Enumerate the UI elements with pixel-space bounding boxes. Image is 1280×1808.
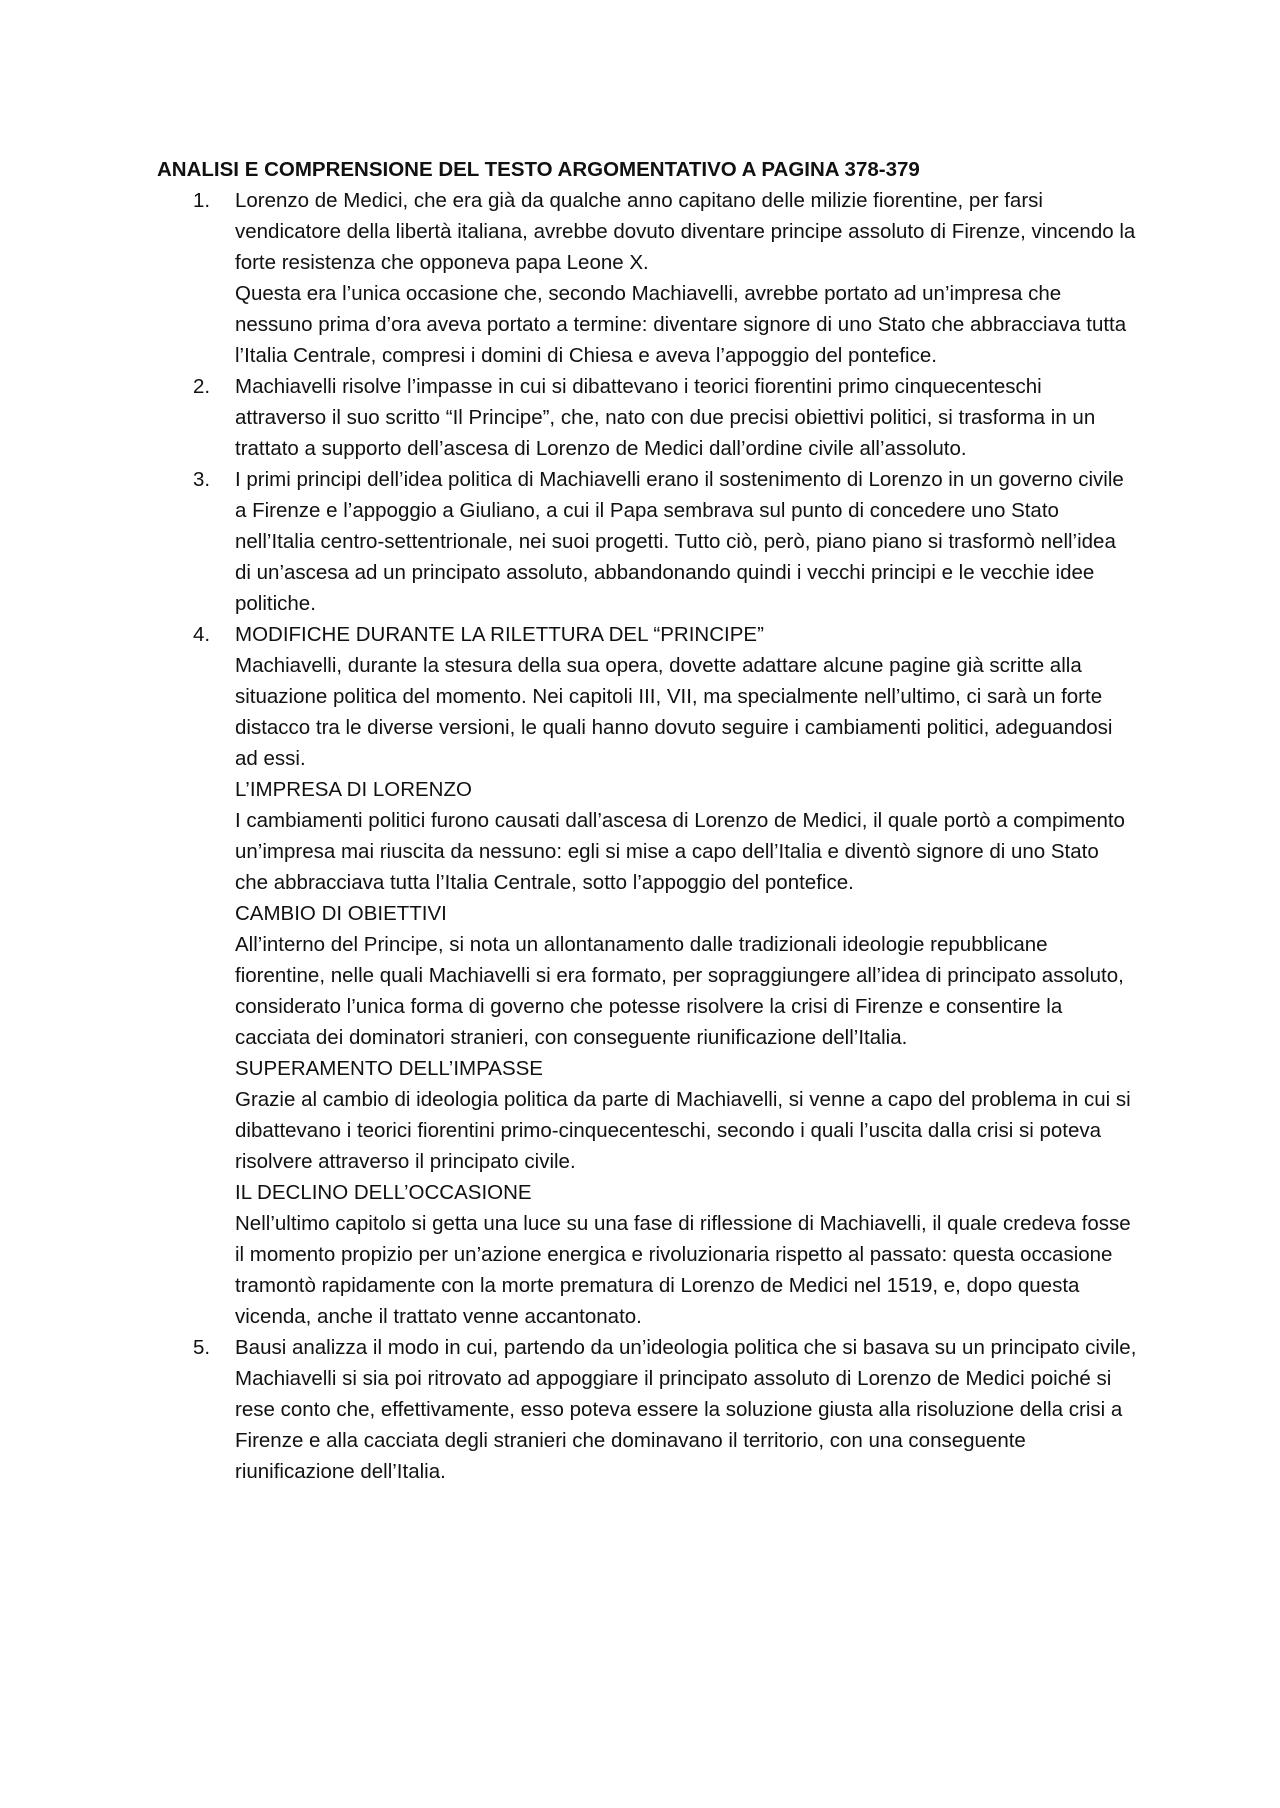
list-item-5 <box>157 1332 1137 1487</box>
section-text: Nell’ultimo capitolo si getta una luce su una fase di riflessione di Machiavelli, il quale credeva fosse il momento propizio per un’azione energica e rivoluzionaria rispetto al passato: questa occasione tramontò rapidamente con la morte prematura di Lorenzo de Medici nel 1519, e, dopo questa vicenda, anche il trattato venne accantonato. <box>235 1212 1131 1328</box>
document-title: ANALISI E COMPRENSIONE DEL TESTO ARGOMENTATIVO A PAGINA 378-379 <box>157 158 920 181</box>
item-number: 5. <box>193 1336 211 1359</box>
item-paragraph: Bausi analizza il modo in cui, partendo da un’ideologia politica che si basava su un principato civile, Machiavelli si sia poi ritrovato ad appoggiare il principato assoluto di Lorenzo de Medici poiché si rese conto che, effettivamente, esso poteva essere la soluzione giusta alla risoluzione della crisi a Firenze e alla cacciata degli stranieri che dominavano il territorio, con una conseguente riunificazione dell’Italia. <box>235 1336 1137 1483</box>
list-item-1 <box>157 185 1137 371</box>
section-heading: CAMBIO DI OBIETTIVI <box>235 902 447 925</box>
item-number: 4. <box>193 623 211 646</box>
item-number: 2. <box>193 375 211 398</box>
item-paragraph: Machiavelli risolve l’impasse in cui si dibattevano i teorici fiorentini primo cinquecenteschi attraverso il suo scritto “Il Principe”, che, nato con due precisi obiettivi politici, si trasforma in un trattato a supporto dell’ascesa di Lorenzo de Medici dall’ordine civile all’assoluto. <box>235 375 1096 460</box>
section-heading: IL DECLINO DELL’OCCASIONE <box>235 1181 532 1204</box>
section-heading: SUPERAMENTO DELL’IMPASSE <box>235 1057 543 1080</box>
section-text: Grazie al cambio di ideologia politica da parte di Machiavelli, si venne a capo del problema in cui si dibattevano i teorici fiorentini primo-cinquecenteschi, secondo i quali l’uscita dalla crisi si poteva risolvere attraverso il principato civile. <box>235 1088 1131 1173</box>
section-text: All’interno del Principe, si nota un allontanamento dalle tradizionali ideologie repubblicane fiorentine, nelle quali Machiavelli si era formato, per sopraggiungere all’idea di principato assoluto, considerato l’unica forma di governo che potesse risolvere la crisi di Firenze e consentire la cacciata dei dominatori stranieri, con conseguente riunificazione dell’Italia. <box>235 933 1124 1049</box>
section-text: I cambiamenti politici furono causati dall’ascesa di Lorenzo de Medici, il quale portò a compimento un’impresa mai riuscita da nessuno: egli si mise a capo dell’Italia e diventò signore di uno Stato che abbracciava tutta l’Italia Centrale, sotto l’appoggio del pontefice. <box>235 809 1125 894</box>
item-paragraph: I primi principi dell’idea politica di Machiavelli erano il sostenimento di Lorenzo in un governo civile a Firenze e l’appoggio a Giuliano, a cui il Papa sembrava sul punto di concedere uno Stato nell’Italia centro-settentrionale, nei suoi progetti. Tutto ciò, però, piano piano si trasformò nell’idea di un’ascesa ad un principato assoluto, abbandonando quindi i vecchi principi e le vecchie idee politiche. <box>235 468 1124 615</box>
section-heading: L’IMPRESA DI LORENZO <box>235 778 472 801</box>
item-paragraph: Questa era l’unica occasione che, secondo Machiavelli, avrebbe portato ad un’impresa che nessuno prima d’ora aveva portato a termine: diventare signore di uno Stato che abbracciava tutta l’Italia Centrale, compresi i domini di Chiesa e aveva l’appoggio del pontefice. <box>235 282 1127 367</box>
item-paragraph: Lorenzo de Medici, che era già da qualche anno capitano delle milizie fiorentine, per farsi vendicatore della libertà italiana, avrebbe dovuto diventare principe assoluto di Firenze, vincendo la forte resistenza che opponeva papa Leone X. <box>235 189 1136 274</box>
item-number: 1. <box>193 189 211 212</box>
answer-list <box>157 185 1137 1487</box>
item-number: 3. <box>193 468 211 491</box>
list-item-3 <box>157 464 1137 619</box>
list-item-4 <box>157 619 1137 1332</box>
list-item-2 <box>157 371 1137 464</box>
section-text: Machiavelli, durante la stesura della sua opera, dovette adattare alcune pagine già scritte alla situazione politica del momento. Nei capitoli III, VII, ma specialmente nell’ultimo, ci sarà un forte distacco tra le diverse versioni, le quali hanno dovuto seguire i cambiamenti politici, adeguandosi ad essi. <box>235 654 1113 770</box>
section-heading: MODIFICHE DURANTE LA RILETTURA DEL “PRINCIPE” <box>235 623 764 646</box>
